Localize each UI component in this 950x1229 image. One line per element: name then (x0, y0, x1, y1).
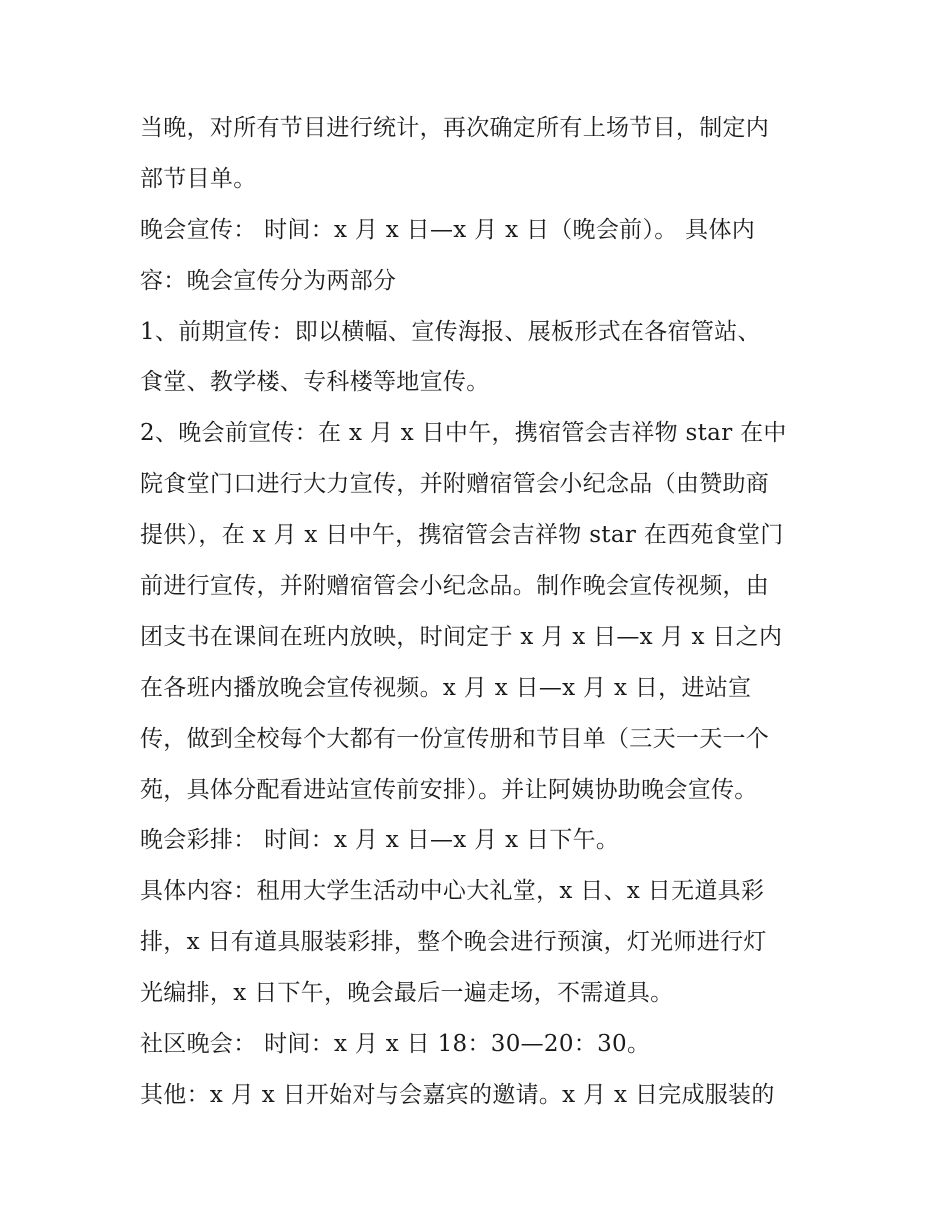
text-line: 其他：x 月 x 日开始对与会嘉宾的邀请。x 月 x 日完成服装的 (140, 1081, 775, 1108)
text-line: 当晚，对所有节目进行统计，再次确定所有上场节目，制定内 (140, 115, 770, 141)
text-line: 社区晚会： 时间：x 月 x 日 18：30—20：30。 (140, 1031, 651, 1058)
text-line: 具体内容：租用大学生活动中心大礼堂，x 日、x 日无道具彩 (140, 878, 765, 905)
text-line: 排，x 日有道具服装彩排，整个晚会进行预演，灯光师进行灯 (140, 929, 767, 956)
text-line: 团支书在课间在班内放映，时间定于 x 月 x 日—x 月 x 日之内 (140, 623, 783, 650)
text-line: 提供），在 x 月 x 日中午，携宿管会吉祥物 star 在西苑食堂门 (140, 522, 784, 549)
text-line: 2、晚会前宣传：在 x 月 x 日中午，携宿管会吉祥物 star 在中 (140, 420, 787, 447)
text-line: 苑，具体分配看进站宣传前安排）。并让阿姨协助晚会宣传。 (140, 776, 758, 803)
text-line: 晚会宣传： 时间：x 月 x 日—x 月 x 日（晚会前）。 具体内 (140, 216, 756, 243)
text-line: 传，做到全校每个大都有一份宣传册和节目单（三天一天一个 (140, 725, 770, 752)
text-line: 在各班内播放晚会宣传视频。x 月 x 日—x 月 x 日，进站宣 (140, 674, 752, 701)
text-line: 前进行宣传，并附赠宿管会小纪念品。制作晚会宣传视频，由 (140, 573, 770, 600)
text-line: 院食堂门口进行大力宣传，并附赠宿管会小纪念品（由赞助商 (140, 471, 770, 498)
text-line: 食堂、教学楼、专科楼等地宣传。 (140, 369, 490, 396)
text-line: 容：晚会宣传分为两部分 (140, 267, 397, 294)
text-line: 晚会彩排： 时间：x 月 x 日—x 月 x 日下午。 (140, 827, 620, 854)
document-body (140, 103, 820, 1121)
text-line: 部节目单。 (140, 165, 257, 192)
text-line: 光编排，x 日下午，晚会最后一遍走场，不需道具。 (140, 980, 674, 1007)
text-line: 1、前期宣传：即以横幅、宣传海报、展板形式在各宿管站、 (140, 318, 761, 345)
